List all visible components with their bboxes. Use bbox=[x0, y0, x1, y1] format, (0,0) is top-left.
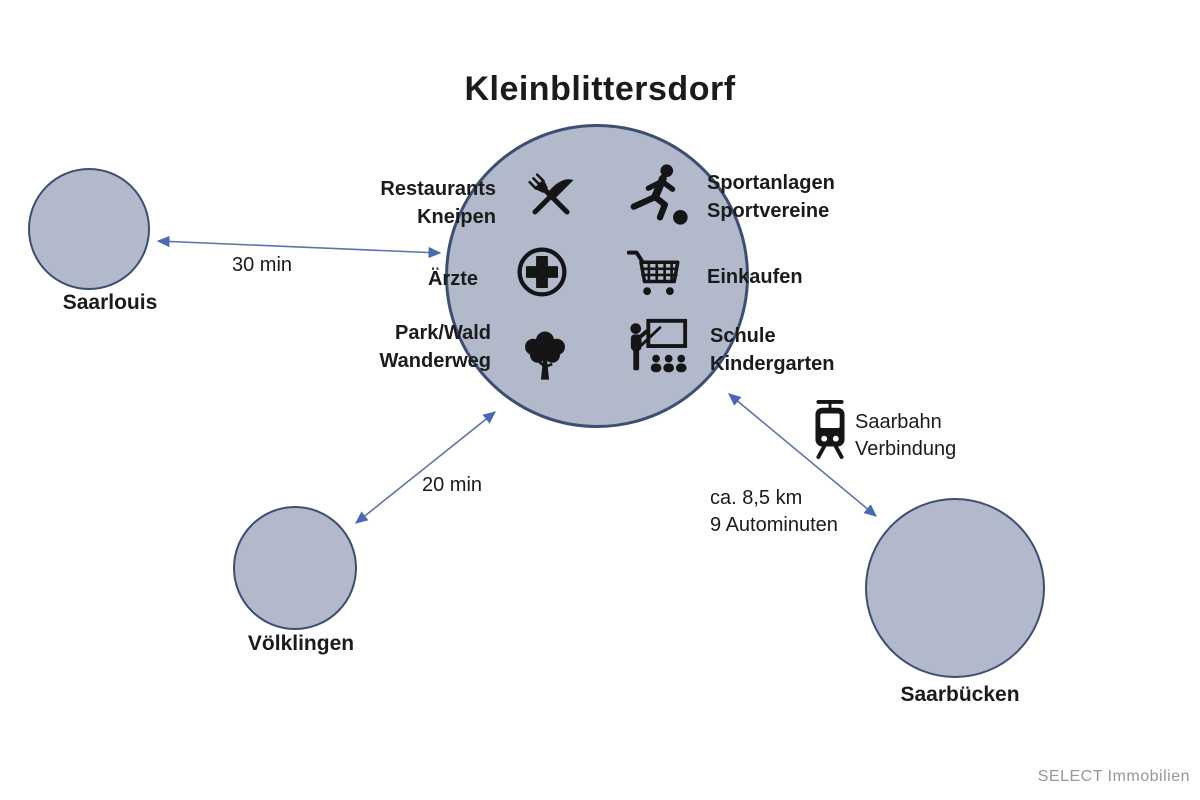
feature-label-park-wald bbox=[380, 319, 492, 375]
tree-icon bbox=[516, 327, 574, 385]
feature-restaurants-line1: Restaurants bbox=[380, 178, 496, 200]
feature-aerzte-line1: Ärzte bbox=[427, 268, 478, 290]
city-label-saarlouis: Saarlouis bbox=[62, 291, 158, 314]
distance-line1: ca. 8,5 km bbox=[710, 487, 803, 509]
tram-icon bbox=[810, 398, 850, 460]
travel-time-saarlouis: 30 min bbox=[231, 254, 293, 276]
city-label-saarbruecken: Saarbücken bbox=[900, 683, 1020, 706]
distance-line2: 9 Autominuten bbox=[710, 514, 838, 536]
page-title: Kleinblittersdorf bbox=[464, 70, 736, 108]
arrow-saarlouis bbox=[158, 241, 440, 253]
saarbahn-connection-label bbox=[855, 409, 956, 463]
teacher-classroom-icon bbox=[627, 316, 689, 378]
saarbahn-line2: Verbindung bbox=[855, 438, 957, 460]
travel-time-voelklingen: 20 min bbox=[421, 474, 483, 496]
feature-label-einkaufen bbox=[707, 263, 803, 291]
feature-einkaufen-line1: Einkaufen bbox=[707, 266, 803, 288]
feature-park-line1: Park/Wald bbox=[395, 322, 491, 344]
circle-saarlouis bbox=[28, 168, 150, 290]
feature-sport-line2: Sportvereine bbox=[707, 200, 830, 222]
runner-ball-icon bbox=[626, 162, 692, 228]
medical-plus-icon bbox=[515, 245, 569, 299]
circle-saarbruecken bbox=[865, 498, 1045, 678]
feature-label-aerzte bbox=[428, 265, 478, 293]
watermark-select-immobilien: SELECT Immobilien bbox=[1037, 768, 1190, 785]
distance-saarbruecken bbox=[710, 485, 838, 539]
feature-label-schule bbox=[710, 322, 834, 378]
center-circle-kleinblittersdorf bbox=[445, 124, 749, 428]
shopping-cart-icon bbox=[627, 243, 683, 299]
arrow-voelklingen bbox=[356, 412, 495, 523]
saarbahn-line1: Saarbahn bbox=[855, 411, 942, 433]
circle-voelklingen bbox=[233, 506, 357, 630]
feature-park-line2: Wanderweg bbox=[379, 350, 491, 372]
fork-knife-icon bbox=[520, 165, 582, 227]
feature-label-restaurants bbox=[380, 175, 496, 231]
feature-sport-line1: Sportanlagen bbox=[707, 172, 835, 194]
feature-restaurants-line2: Kneipen bbox=[417, 206, 496, 228]
feature-schule-line1: Schule bbox=[710, 325, 776, 347]
feature-label-sport bbox=[707, 169, 835, 225]
city-label-voelklingen: Völklingen bbox=[247, 632, 355, 655]
feature-schule-line2: Kindergarten bbox=[710, 353, 835, 375]
